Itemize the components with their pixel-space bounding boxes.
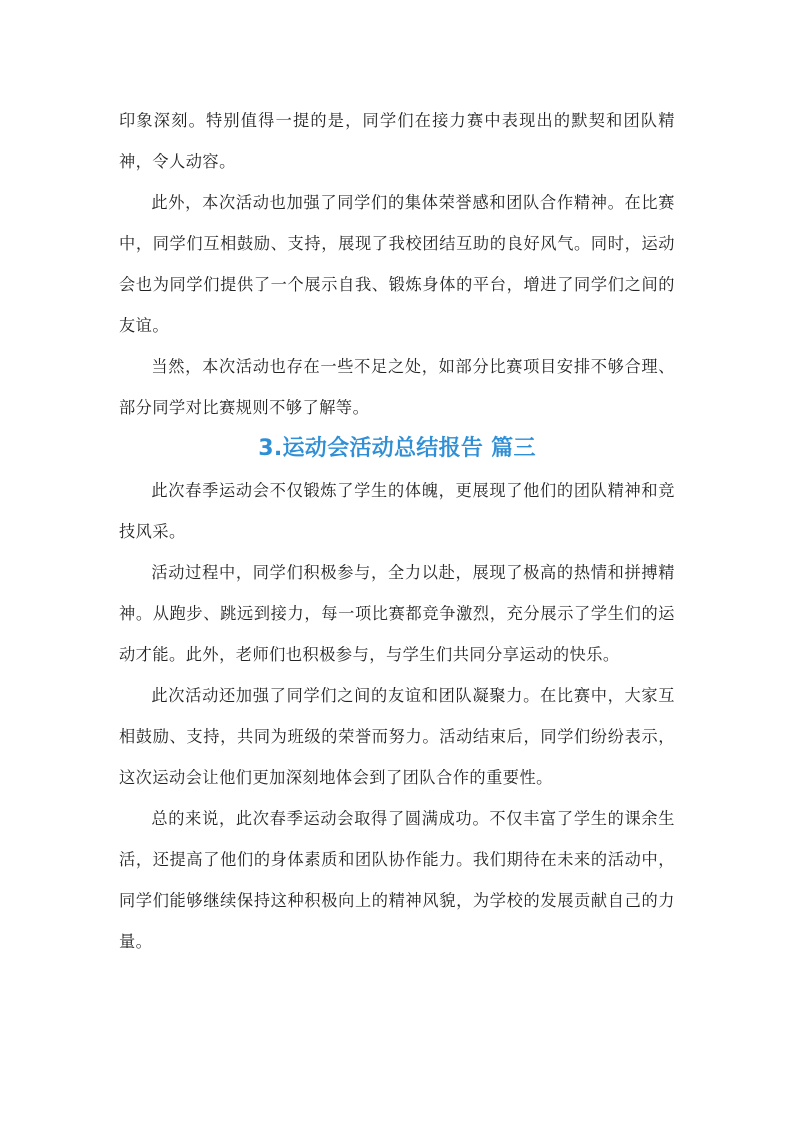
paragraph-2: 此外，本次活动也加强了同学们的集体荣誉感和团队合作精神。在比赛中，同学们互相鼓励、支持，展现了我校团结互助的良好风气。同时，运动会也为同学们提供了一个展示自我、锻炼身体的平台，增进了同学们之间的友谊。 [119, 193, 675, 335]
section-heading: 3.运动会活动总结报告 篇三 [258, 436, 536, 461]
paragraph-7: 总的来说，此次春季运动会取得了圆满成功。不仅丰富了学生的课余生活，还提高了他们的身体素质和团队协作能力。我们期待在未来的活动中，同学们能够继续保持这种积极向上的精神风貌，为学校的发展贡献自己的力量。 [119, 809, 675, 951]
paragraph-4: 此次春季运动会不仅锻炼了学生的体魄，更展现了他们的团队精神和竞技风采。 [119, 481, 675, 541]
document-page [119, 100, 675, 962]
paragraph-5: 活动过程中，同学们积极参与，全力以赴，展现了极高的热情和拼搏精神。从跑步、跳远到接力，每一项比赛都竞争激烈，充分展示了学生们的运动才能。此外，老师们也积极参与，与学生们共同分享运动的快乐。 [119, 563, 675, 664]
paragraph-1: 印象深刻。特别值得一提的是，同学们在接力赛中表现出的默契和团队精神，令人动容。 [119, 111, 675, 171]
paragraph-6: 此次活动还加强了同学们之间的友谊和团队凝聚力。在比赛中，大家互相鼓励、支持，共同为班级的荣誉而努力。活动结束后，同学们纷纷表示，这次运动会让他们更加深刻地体会到了团队合作的重要性。 [119, 686, 675, 787]
paragraph-3: 当然，本次活动也存在一些不足之处，如部分比赛项目安排不够合理、部分同学对比赛规则不够了解等。 [119, 357, 675, 417]
